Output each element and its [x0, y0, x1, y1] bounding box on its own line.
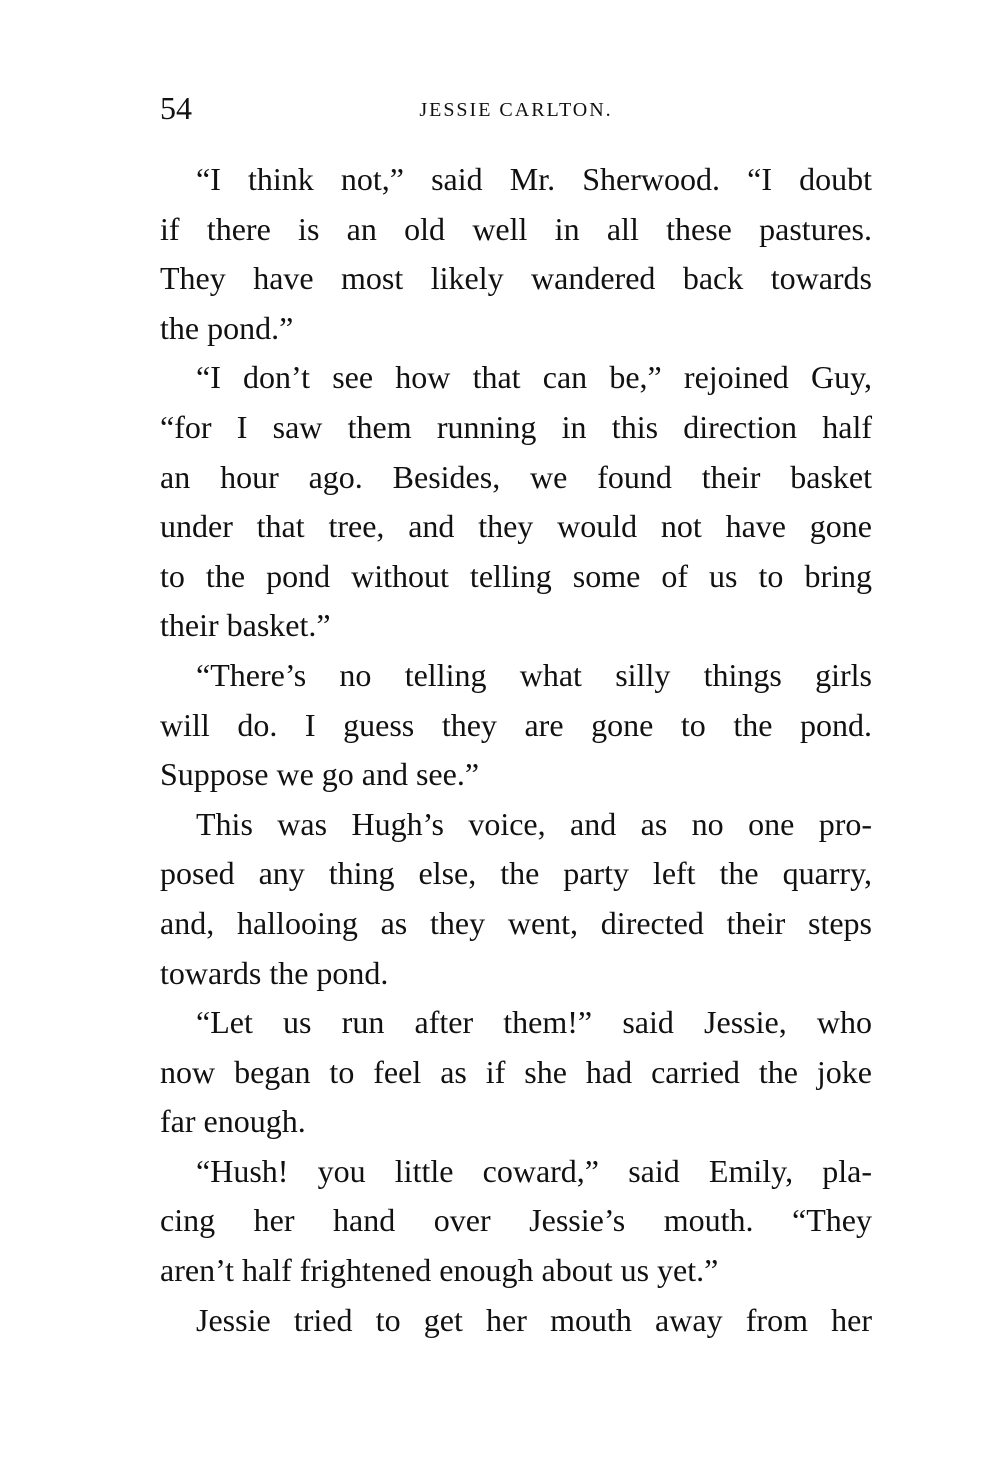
- text-line: “Let us run after them!” said Jessie, who: [196, 1004, 872, 1041]
- text-line: aren’t half frightened enough about us yet.”: [160, 1252, 719, 1289]
- text-line: to the pond without telling some of us to bring: [160, 557, 872, 594]
- text-line: now began to feel as if she had carried the joke: [160, 1053, 872, 1090]
- text-line: Suppose we go and see.”: [160, 756, 480, 793]
- text-line: Jessie tried to get her mouth away from her: [196, 1301, 872, 1338]
- text-line: an hour ago. Besides, we found their basket: [160, 458, 872, 495]
- text-line: “I don’t see how that can be,” rejoined Guy,: [196, 359, 872, 396]
- running-head: JESSIE CARLTON.: [419, 99, 613, 121]
- text-line: far enough.: [160, 1103, 306, 1140]
- text-line: “I think not,” said Mr. Sherwood. “I doubt: [196, 161, 872, 197]
- text-line: “Hush! you little coward,” said Emily, pla-: [196, 1152, 872, 1189]
- text-line: towards the pond.: [160, 954, 389, 991]
- text-line: if there is an old well in all these pastures.: [160, 210, 872, 247]
- text-line: “There’s no telling what silly things girls: [196, 656, 872, 693]
- text-line: their basket.”: [160, 607, 331, 644]
- text-line: They have most likely wandered back towards: [160, 260, 872, 297]
- text-line: posed any thing else, the party left the quarry,: [160, 855, 872, 892]
- text-line: the pond.”: [160, 309, 294, 346]
- text-line: This was Hugh’s voice, and as no one pro-: [196, 805, 872, 842]
- page-number: 54: [160, 90, 192, 126]
- body-text: [160, 155, 872, 1345]
- page-header: [160, 88, 872, 128]
- text-line: cing her hand over Jessie’s mouth. “They: [160, 1202, 872, 1239]
- text-line: will do. I guess they are gone to the pond.: [160, 706, 872, 743]
- text-line: under that tree, and they would not have gone: [160, 508, 872, 545]
- text-line: “for I saw them running in this direction half: [160, 408, 872, 445]
- text-line: and, hallooing as they went, directed their steps: [160, 904, 872, 941]
